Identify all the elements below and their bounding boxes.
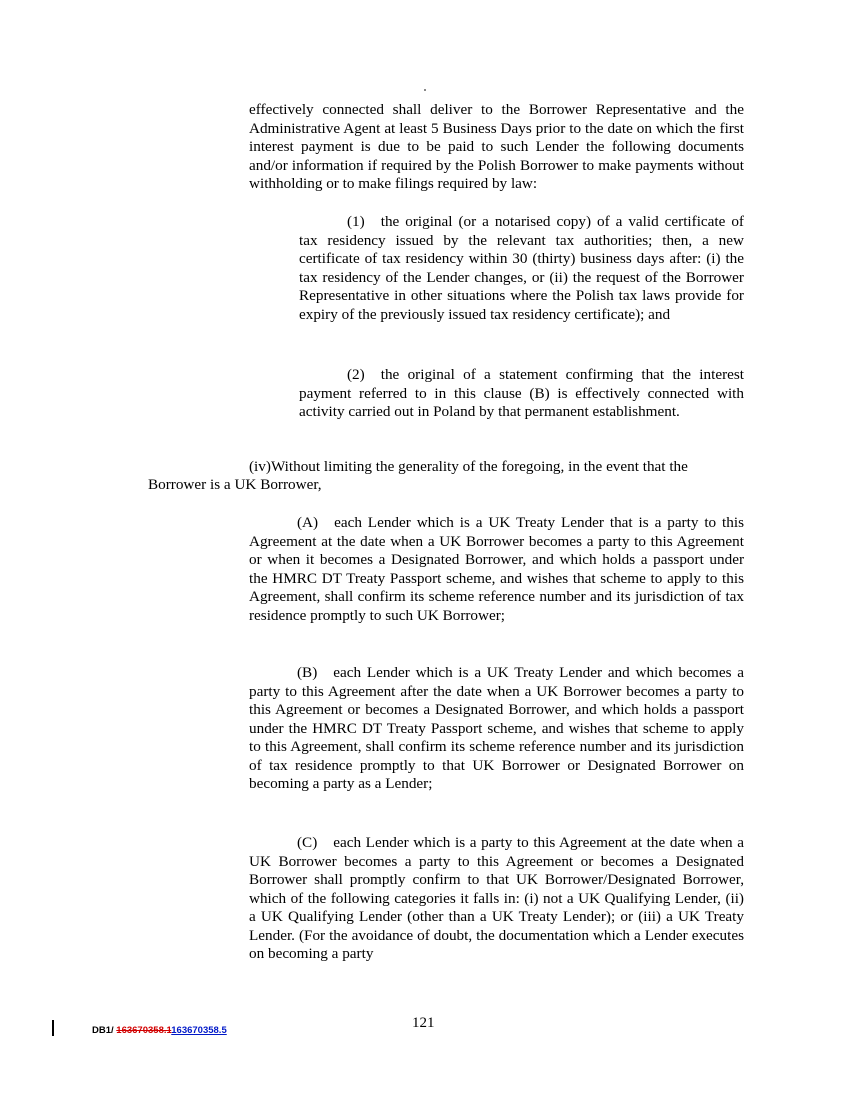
sub-item-1-text: the original (or a notarised copy) of a valid certificate of tax residency issued by the relevant tax authorities; then, a new certificate of tax residency within 30 (thirty) business days after: (i) the tax residency of the Lender changes, or (ii) the request of the Borrower Representative in other situations where the Polish tax laws provide for expiry of the previously issued tax residency certificate); and bbox=[299, 213, 744, 323]
uk-item-c-label: (C) bbox=[297, 834, 318, 851]
page-number: 121 bbox=[412, 1015, 435, 1031]
sub-item-2-label: (2) bbox=[347, 366, 365, 383]
clause-iv-line2: Borrower is a UK Borrower, bbox=[148, 476, 322, 493]
doc-ref-deleted: 163670358.1 bbox=[116, 1025, 172, 1036]
uk-item-a bbox=[249, 514, 744, 625]
uk-item-b bbox=[249, 664, 744, 794]
clause-iv-line1: Without limiting the generality of the foregoing, in the event that the bbox=[270, 458, 688, 475]
uk-item-c-text: each Lender which is a party to this Agreement at the date when a UK Borrower becomes a party to this Agreement or becomes a Designated Borrower shall promptly confirm to that UK Borrower/Designated Borrower, which of the following categories it falls in: (i) not a UK Qualifying Lender, (ii) a UK Qualifying Lender (other than a UK Treaty Lender); or (iii) a UK Treaty Lender. (For the avoidance of doubt, the documentation which a Lender executes on becoming a party bbox=[249, 834, 744, 962]
sub-item-2 bbox=[299, 366, 744, 422]
clause-iv bbox=[249, 458, 744, 477]
change-bar bbox=[52, 1020, 54, 1036]
doc-ref-prefix: DB1/ bbox=[92, 1025, 117, 1036]
uk-item-a-text: each Lender which is a UK Treaty Lender that is a party to this Agreement at the date when a UK Borrower becomes a party to this Agreement or when it becomes a Designated Borrower, and which holds a passport under the HMRC DT Treaty Passport scheme, and wishes that scheme to apply to this Agreement, shall confirm its scheme reference number and its jurisdiction of tax residence promptly to such UK Borrower; bbox=[249, 514, 744, 624]
doc-ref-inserted: 163670358.5 bbox=[171, 1025, 227, 1036]
clause-iv-continuation bbox=[148, 476, 322, 495]
sub-item-1-label: (1) bbox=[347, 213, 365, 230]
document-reference bbox=[92, 1025, 227, 1036]
uk-item-c bbox=[249, 834, 744, 964]
sub-item-1 bbox=[299, 213, 744, 324]
intro-paragraph bbox=[249, 101, 744, 194]
uk-item-b-label: (B) bbox=[297, 664, 318, 681]
uk-item-a-label: (A) bbox=[297, 514, 319, 531]
intro-text: effectively connected shall deliver to the Borrower Representative and the Administrative Agent at least 5 Business Days prior to the date on which the first interest payment is due to be paid to such Lender the following documents and/or information if required by the Polish Borrower to make payments without withholding or to make filings required by law: bbox=[249, 101, 744, 192]
clause-iv-label: (iv) bbox=[249, 458, 271, 475]
page-mark bbox=[424, 89, 426, 91]
sub-item-2-text: the original of a statement confirming that the interest payment referred to in this clause (B) is effectively connected with activity carried out in Poland by that permanent establishment. bbox=[299, 366, 744, 420]
uk-item-b-text: each Lender which is a UK Treaty Lender and which becomes a party to this Agreement after the date when a UK Borrower becomes a party to this Agreement or becomes a Designated Borrower, and which holds a passport under the HMRC DT Treaty Passport scheme, and wishes that scheme to apply to this Agreement, shall confirm its scheme reference number and its jurisdiction of tax residence promptly to that UK Borrower or Designated Borrower on becoming a party as a Lender; bbox=[249, 664, 744, 792]
